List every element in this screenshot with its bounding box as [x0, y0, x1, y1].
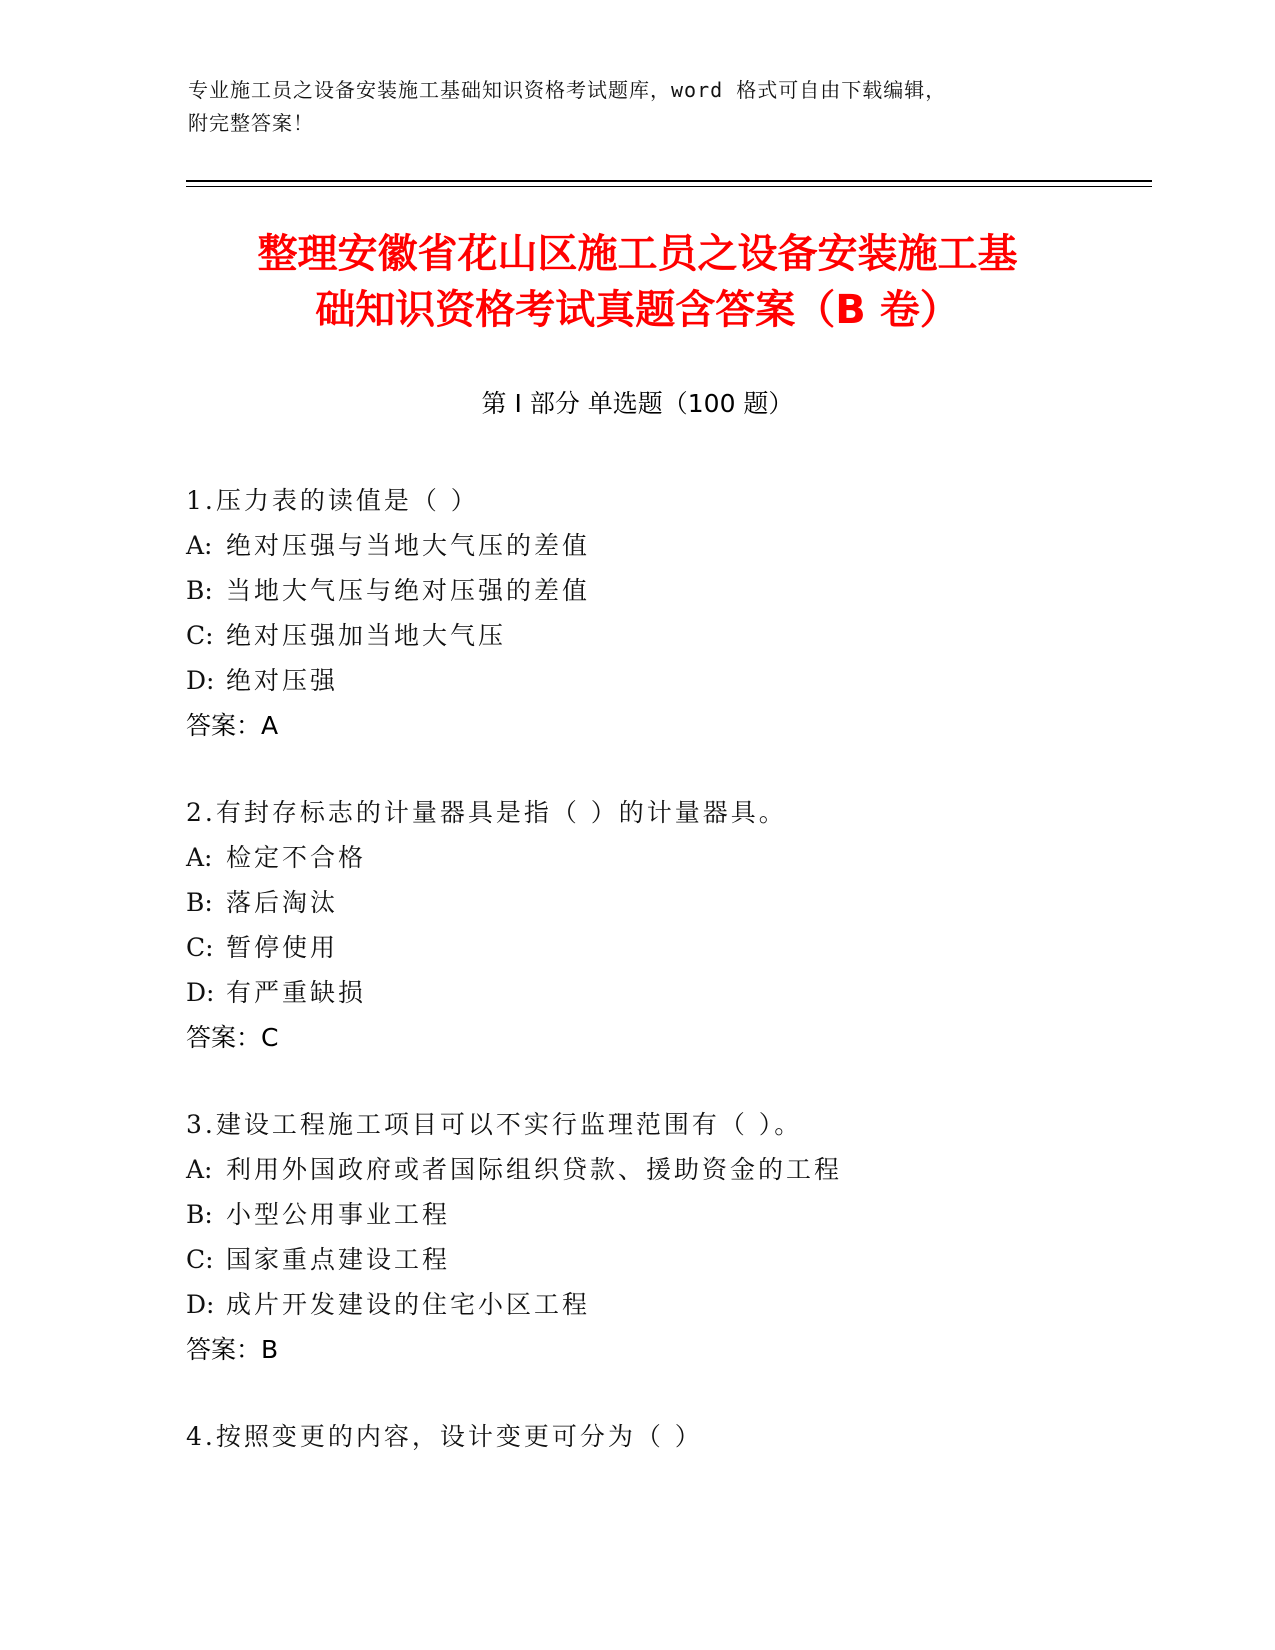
- option-text: 利用外国政府或者国际组织贷款、援助资金的工程: [226, 1155, 843, 1184]
- option-text: 绝对压强加当地大气压: [226, 621, 507, 650]
- header-divider-thick: [186, 180, 1152, 182]
- answer-value: C: [261, 1023, 279, 1052]
- question-list: [186, 478, 1166, 1501]
- question-stem: 3.建设工程施工项目可以不实行监理范围有（ ）。: [186, 1110, 803, 1139]
- option-text: 小型公用事业工程: [226, 1200, 451, 1229]
- question-stem: 4.按照变更的内容，设计变更可分为（ ）: [186, 1422, 703, 1451]
- question-1: [186, 478, 1166, 748]
- question-stem: 2.有封存标志的计量器具是指（ ）的计量器具。: [186, 798, 787, 827]
- option-letter: B:: [186, 1200, 213, 1229]
- answer-value: A: [261, 711, 279, 740]
- header-note-line-2: 附完整答案！: [188, 111, 314, 135]
- option-d: [186, 658, 1166, 703]
- option-letter: A:: [186, 843, 213, 872]
- answer-line: [186, 1327, 1166, 1372]
- option-letter: D:: [186, 978, 215, 1007]
- option-b: [186, 1192, 1166, 1237]
- option-text: 当地大气压与绝对压强的差值: [226, 576, 591, 605]
- question-stem: 1.压力表的读值是（ ）: [186, 486, 479, 515]
- option-a: [186, 523, 1166, 568]
- option-text: 检定不合格: [226, 843, 367, 872]
- answer-label: 答案：: [186, 711, 262, 740]
- option-text: 落后淘汰: [226, 888, 339, 917]
- answer-label: 答案：: [186, 1335, 262, 1364]
- option-c: [186, 1237, 1166, 1282]
- option-text: 有严重缺损: [226, 978, 367, 1007]
- option-text: 成片开发建设的住宅小区工程: [226, 1290, 591, 1319]
- option-text: 绝对压强: [226, 666, 339, 695]
- option-d: [186, 1282, 1166, 1327]
- option-letter: B:: [186, 888, 213, 917]
- option-letter: D:: [186, 666, 215, 695]
- option-letter: C:: [186, 1245, 214, 1274]
- document-title-line-1: 整理安徽省花山区施工员之设备安装施工基: [257, 231, 1018, 277]
- option-text: 国家重点建设工程: [226, 1245, 451, 1274]
- option-c: [186, 925, 1166, 970]
- option-letter: A:: [186, 531, 213, 560]
- header-note: [188, 74, 1088, 140]
- section-title: 第 I 部分 单选题（100 题）: [481, 389, 794, 418]
- document-title: [100, 226, 1175, 338]
- question-2: [186, 790, 1166, 1060]
- option-letter: D:: [186, 1290, 215, 1319]
- document-title-line-2: 础知识资格考试真题含答案（B 卷）: [315, 287, 960, 333]
- answer-value: B: [261, 1335, 279, 1364]
- question-4: [186, 1414, 1166, 1459]
- answer-label: 答案：: [186, 1023, 262, 1052]
- option-a: [186, 835, 1166, 880]
- answer-line: [186, 1015, 1166, 1060]
- option-a: [186, 1147, 1166, 1192]
- option-c: [186, 613, 1166, 658]
- option-letter: C:: [186, 621, 214, 650]
- option-letter: C:: [186, 933, 214, 962]
- header-divider-thin: [186, 186, 1152, 187]
- question-3: [186, 1102, 1166, 1372]
- option-b: [186, 568, 1166, 613]
- option-text: 暂停使用: [226, 933, 339, 962]
- option-text: 绝对压强与当地大气压的差值: [226, 531, 591, 560]
- option-d: [186, 970, 1166, 1015]
- answer-line: [186, 703, 1166, 748]
- option-letter: A:: [186, 1155, 213, 1184]
- option-b: [186, 880, 1166, 925]
- option-letter: B:: [186, 576, 213, 605]
- header-note-line-1: 专业施工员之设备安装施工基础知识资格考试题库，word 格式可自由下载编辑，: [188, 78, 947, 102]
